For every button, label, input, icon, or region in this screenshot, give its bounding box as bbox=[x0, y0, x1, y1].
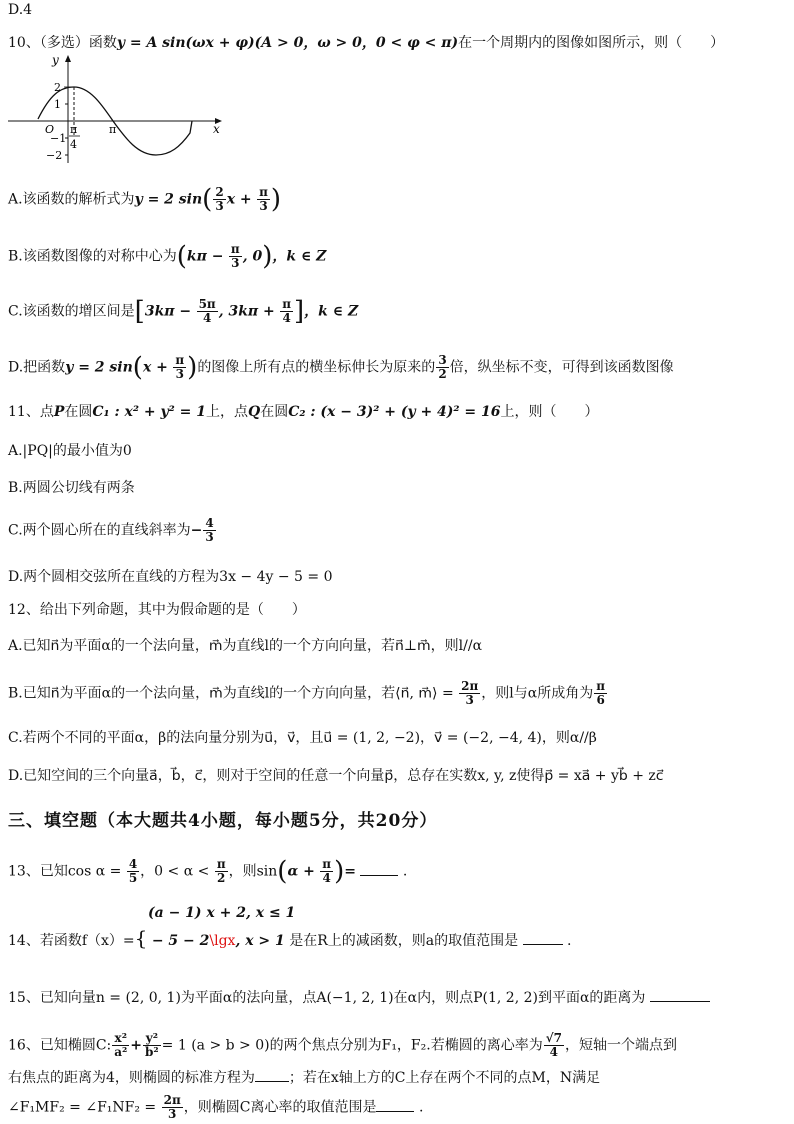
q12-stem: 12、给出下列命题，其中为假命题的是（ ） bbox=[8, 602, 306, 618]
q11-option-a: A.|PQ|的最小值为0 bbox=[8, 443, 132, 459]
q10-option-a: A.该函数的解析式为y = 2 sin( $\frac{2}{3}$ x + $\frac{\pi}{3}$ ) bbox=[8, 184, 282, 215]
q16-line-1: 16、已知椭圆C: $\frac{\text{x²}}{\text{a²}}$ + $\frac{\text{y²}}{\text{b²}}$ = 1 (a > b > 0)的两个焦点分别为F₁，F₂.若椭圆的离心率为 $\frac{√7}{4}$ ，短轴一个端点到 bbox=[8, 1031, 677, 1059]
q10-option-d: D.把函数y = 2 sin(x + $\frac{\pi}{3}$ )的图像上所有点的横坐标伸长为原来的 $\frac{3}{2}$ 倍，纵坐标不变，可得到该函数图像 bbox=[8, 352, 674, 383]
graph-x-label: x bbox=[213, 122, 220, 136]
q11-stem: 11、点P在圆C₁ : x² + y² = 1上，点Q在圆C₂ : (x − 3)² + (y + 4)² = 16上，则（ ） bbox=[8, 404, 599, 420]
q14-case-1: (a − 1) x + 2, x ≤ 1 bbox=[148, 905, 296, 921]
q11-option-b: B.两圆公切线有两条 bbox=[8, 480, 135, 496]
svg-text:−2: −2 bbox=[46, 149, 63, 162]
svg-text:4: 4 bbox=[70, 138, 77, 151]
q10-stem: 10、（多选）函数y = A sin(ωx + φ)(A > 0，ω > 0，0 < φ < π)在一个周期内的图像如图所示，则（ ） bbox=[8, 35, 725, 51]
q15-stem: 15、已知向量n = (2, 0, 1)为平面α的法向量，点A(−1, 2, 1)在α内，则点P(1, 2, 2)到平面α的距离为 bbox=[8, 988, 710, 1008]
q16-blank-2[interactable] bbox=[376, 1111, 414, 1112]
q11-option-d: D.两个圆相交弦所在直线的方程为3x − 4y − 5 = 0 bbox=[8, 569, 333, 585]
q16-line-2: 右焦点的距离为4，则椭圆的标准方程为 ；若在x轴上方的C上存在两个不同的点M，N满足 bbox=[8, 1070, 601, 1086]
graph-y-label: y bbox=[52, 55, 59, 67]
q11-option-c: C.两个圆心所在的直线斜率为− $\frac{4}{3}$ bbox=[8, 516, 214, 544]
q16-line-3: ∠F₁MF₂ = ∠F₁NF₂ = $\frac{2\pi}{3}$ ，则椭圆C离心率的取值范围是 . bbox=[8, 1093, 424, 1121]
q13-blank[interactable] bbox=[360, 875, 398, 876]
q16-blank-1[interactable] bbox=[255, 1081, 289, 1082]
q12-option-a: A.已知n⃗为平面α的一个法向量，m⃗为直线l的一个方向向量，若n⃗⊥m⃗，则l//α bbox=[8, 638, 483, 654]
q15-blank[interactable] bbox=[650, 1001, 710, 1002]
q13-stem: 13、已知cos α = $\frac{4}{5}$ ，0 < α < $\frac{\pi}{2}$ ，则sin(α + $\frac{\pi}{4}$ )= . bbox=[8, 856, 408, 887]
svg-text:π: π bbox=[109, 123, 117, 136]
svg-text:−1: −1 bbox=[50, 132, 67, 145]
svg-text:π: π bbox=[70, 123, 78, 136]
svg-text:O: O bbox=[45, 123, 55, 136]
q10-option-c: C.该函数的增区间是[3kπ − $\frac{5\pi}{4}$ , 3kπ + $\frac{\pi}{4}$ ]，k ∈ Z bbox=[8, 296, 359, 327]
q14-blank[interactable] bbox=[523, 944, 563, 945]
q12-option-c: C.若两个不同的平面α，β的法向量分别为u⃗，v⃗，且u⃗ = (1, 2, −2)，v⃗ = (−2, −4, 4)，则α//β bbox=[8, 730, 597, 746]
q9-option-d: D.4 bbox=[8, 2, 33, 18]
q14-stem: 14、若函数f（x）={ − 5 − 2\lgx, x > 1 是在R上的减函数，则a的取值范围是 . bbox=[8, 926, 572, 950]
q10-option-b: B.该函数图像的对称中心为(kπ − $\frac{\pi}{3}$ , 0)，k ∈ Z bbox=[8, 241, 327, 272]
svg-text:2: 2 bbox=[54, 81, 61, 94]
q12-option-d: D.已知空间的三个向量a⃗，b⃗，c⃗，则对于空间的任意一个向量p⃗，总存在实数x, y, z使得p⃗ = xa⃗ + yb⃗ + zc⃗ bbox=[8, 768, 664, 784]
q12-option-b: B.已知n⃗为平面α的一个法向量，m⃗为直线l的一个方向向量，若⟨n⃗, m⃗⟩ = $\frac{2\pi}{3}$ ，则l与α所成角为 $\frac{\pi}{6}$ bbox=[8, 679, 606, 707]
section-3-heading: 三、填空题（本大题共4小题，每小题5分，共20分） bbox=[8, 811, 438, 831]
svg-text:1: 1 bbox=[54, 98, 61, 111]
sine-wave-graph bbox=[8, 55, 223, 165]
